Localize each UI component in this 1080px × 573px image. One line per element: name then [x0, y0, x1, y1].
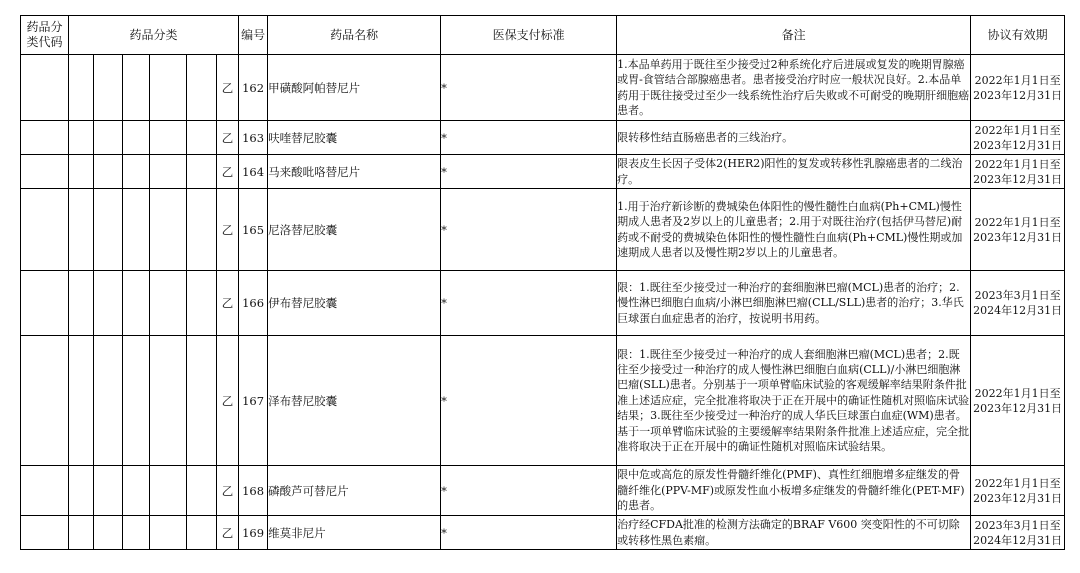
- number-cell: 166: [239, 271, 268, 336]
- drug-name-cell: 甲磺酸阿帕替尼片: [268, 55, 441, 121]
- category-cell: [123, 271, 150, 336]
- category-cell: [150, 336, 187, 466]
- header-row: [21, 16, 1065, 55]
- category-cell: [187, 55, 217, 121]
- number-cell: 162: [239, 55, 268, 121]
- validity-end: 2024年12月31日: [973, 533, 1063, 547]
- header-number: 编号: [239, 16, 268, 55]
- category-cell: [69, 55, 94, 121]
- table-row: [21, 336, 1065, 466]
- drug-code-cell: [21, 55, 69, 121]
- category-cell: [187, 516, 217, 550]
- validity-cell: [971, 271, 1065, 336]
- validity-start: 2022年1月1日至: [974, 215, 1061, 229]
- validity-cell: [971, 155, 1065, 189]
- validity-start: 2023年3月1日至: [974, 518, 1061, 532]
- category-cell: [187, 121, 217, 155]
- drug-name-cell: 尼洛替尼胶囊: [268, 189, 441, 271]
- drug-catalog-sheet: [20, 15, 1065, 550]
- remarks-cell: 1.本品单药用于既往至少接受过2种系统化疗后进展或复发的晚期胃腺癌或胃-食管结合部腺癌患者。患者接受治疗时应一般状况良好。2.本品单药用于既往接受过至少一线系统性治疗后失败或不可耐受的晚期肝细胞癌患者。: [617, 55, 971, 121]
- remarks-cell: 限：1.既往至少接受过一种治疗的套细胞淋巴瘤(MCL)患者的治疗；2.慢性淋巴细胞白血病/小淋巴细胞淋巴瘤(CLL/SLL)患者的治疗；3.华氏巨球蛋白血症患者的治疗，按说明书用药。: [617, 271, 971, 336]
- payment-standard-cell: *: [441, 271, 617, 336]
- drug-name-cell: 呋喹替尼胶囊: [268, 121, 441, 155]
- payment-standard-cell: *: [441, 155, 617, 189]
- category-cell: [123, 55, 150, 121]
- category-cell: [94, 55, 123, 121]
- drug-name-cell: 马来酸吡咯替尼片: [268, 155, 441, 189]
- number-cell: 165: [239, 189, 268, 271]
- validity-end: 2023年12月31日: [973, 491, 1063, 505]
- drug-code-cell: [21, 516, 69, 550]
- category-cell: [94, 155, 123, 189]
- drug-catalog-table: [20, 15, 1065, 550]
- validity-start: 2022年1月1日至: [974, 157, 1061, 171]
- validity-cell: [971, 336, 1065, 466]
- category-cell: [150, 55, 187, 121]
- header-drug-category: 药品分类: [69, 16, 239, 55]
- payment-standard-cell: *: [441, 466, 617, 516]
- drug-type-cell: 乙: [217, 271, 239, 336]
- number-cell: 164: [239, 155, 268, 189]
- category-cell: [69, 121, 94, 155]
- payment-standard-cell: *: [441, 189, 617, 271]
- category-cell: [123, 155, 150, 189]
- table-row: [21, 516, 1065, 550]
- validity-cell: [971, 121, 1065, 155]
- table-row: [21, 189, 1065, 271]
- drug-type-cell: 乙: [217, 55, 239, 121]
- validity-end: 2023年12月31日: [973, 230, 1063, 244]
- validity-end: 2023年12月31日: [973, 138, 1063, 152]
- validity-start: 2022年1月1日至: [974, 123, 1061, 137]
- category-cell: [123, 189, 150, 271]
- validity-start: 2023年3月1日至: [974, 289, 1061, 302]
- drug-type-cell: 乙: [217, 466, 239, 516]
- validity-cell: [971, 516, 1065, 550]
- number-cell: 168: [239, 466, 268, 516]
- validity-end: 2024年12月31日: [973, 304, 1063, 317]
- number-cell: 163: [239, 121, 268, 155]
- category-cell: [123, 121, 150, 155]
- drug-type-cell: 乙: [217, 336, 239, 466]
- drug-name-cell: 磷酸芦可替尼片: [268, 466, 441, 516]
- category-cell: [187, 271, 217, 336]
- category-cell: [187, 336, 217, 466]
- table-row: [21, 271, 1065, 336]
- validity-start: 2022年1月1日至: [974, 73, 1061, 87]
- category-cell: [69, 516, 94, 550]
- category-cell: [69, 466, 94, 516]
- table-row: [21, 155, 1065, 189]
- category-cell: [123, 336, 150, 466]
- category-cell: [94, 466, 123, 516]
- validity-cell: [971, 189, 1065, 271]
- category-cell: [187, 155, 217, 189]
- payment-standard-cell: *: [441, 121, 617, 155]
- header-validity: 协议有效期: [971, 16, 1065, 55]
- category-cell: [94, 189, 123, 271]
- header-drug-code: 药品分类代码: [21, 16, 69, 55]
- remarks-cell: 限表皮生长因子受体2(HER2)阳性的复发或转移性乳腺癌患者的二线治疗。: [617, 155, 971, 189]
- remarks-cell: 限：1.既往至少接受过一种治疗的成人套细胞淋巴瘤(MCL)患者；2.既往至少接受过一种治疗的成人慢性淋巴细胞白血病(CLL)/小淋巴细胞淋巴瘤(SLL)患者。分别基于一项单臂临床试验的客观缓解率结果附条件批准上述适应症，完全批准将取决于正在开展中的确证性随机对照临床试验结果；3.既往至少接受过一种治疗的成人华氏巨球蛋白血症(WM)患者。基于一项单臂临床试验的主要缓解率结果附条件批准上述适应症，完全批准将取决于正在开展中的确证性随机对照临床试验结果。: [617, 336, 971, 466]
- category-cell: [150, 466, 187, 516]
- table-row: [21, 55, 1065, 121]
- drug-type-cell: 乙: [217, 121, 239, 155]
- drug-type-cell: 乙: [217, 189, 239, 271]
- number-cell: 167: [239, 336, 268, 466]
- header-payment-standard: 医保支付标准: [441, 16, 617, 55]
- validity-end: 2023年12月31日: [973, 88, 1063, 102]
- category-cell: [150, 516, 187, 550]
- category-cell: [187, 466, 217, 516]
- drug-code-cell: [21, 121, 69, 155]
- drug-code-cell: [21, 336, 69, 466]
- drug-code-cell: [21, 155, 69, 189]
- table-row: [21, 121, 1065, 155]
- category-cell: [150, 121, 187, 155]
- category-cell: [94, 336, 123, 466]
- category-cell: [150, 155, 187, 189]
- drug-name-cell: 维莫非尼片: [268, 516, 441, 550]
- header-drug-name: 药品名称: [268, 16, 441, 55]
- remarks-cell: 限转移性结直肠癌患者的三线治疗。: [617, 121, 971, 155]
- drug-code-cell: [21, 189, 69, 271]
- remarks-cell: 治疗经CFDA批准的检测方法确定的BRAF V600 突变阳性的不可切除或转移性黑色素瘤。: [617, 516, 971, 550]
- category-cell: [123, 466, 150, 516]
- category-cell: [94, 121, 123, 155]
- drug-type-cell: 乙: [217, 516, 239, 550]
- payment-standard-cell: *: [441, 55, 617, 121]
- category-cell: [69, 336, 94, 466]
- table-row: [21, 466, 1065, 516]
- category-cell: [69, 155, 94, 189]
- payment-standard-cell: *: [441, 516, 617, 550]
- remarks-cell: 1.用于治疗新诊断的费城染色体阳性的慢性髓性白血病(Ph+CML)慢性期成人患者及2岁以上的儿童患者；2.用于对既往治疗(包括伊马替尼)耐药或不耐受的费城染色体阳性的慢性髓性白血病(Ph+CML)慢性期或加速期成人患者以及慢性期2岁以上的儿童患者。: [617, 189, 971, 271]
- validity-end: 2023年12月31日: [973, 401, 1063, 415]
- category-cell: [69, 189, 94, 271]
- category-cell: [187, 189, 217, 271]
- category-cell: [150, 189, 187, 271]
- drug-code-cell: [21, 466, 69, 516]
- validity-start: 2022年1月1日至: [974, 476, 1061, 490]
- drug-code-cell: [21, 271, 69, 336]
- number-cell: 169: [239, 516, 268, 550]
- drug-type-cell: 乙: [217, 155, 239, 189]
- drug-name-cell: 伊布替尼胶囊: [268, 271, 441, 336]
- category-cell: [94, 516, 123, 550]
- category-cell: [94, 271, 123, 336]
- validity-cell: [971, 55, 1065, 121]
- validity-cell: [971, 466, 1065, 516]
- category-cell: [150, 271, 187, 336]
- remarks-cell: 限中危或高危的原发性骨髓纤维化(PMF)、真性红细胞增多症继发的骨髓纤维化(PPV-MF)或原发性血小板增多症继发的骨髓纤维化(PET-MF)的患者。: [617, 466, 971, 516]
- validity-end: 2023年12月31日: [973, 172, 1063, 186]
- drug-name-cell: 泽布替尼胶囊: [268, 336, 441, 466]
- header-remarks: 备注: [617, 16, 971, 55]
- category-cell: [69, 271, 94, 336]
- validity-start: 2022年1月1日至: [974, 386, 1061, 400]
- payment-standard-cell: *: [441, 336, 617, 466]
- category-cell: [123, 516, 150, 550]
